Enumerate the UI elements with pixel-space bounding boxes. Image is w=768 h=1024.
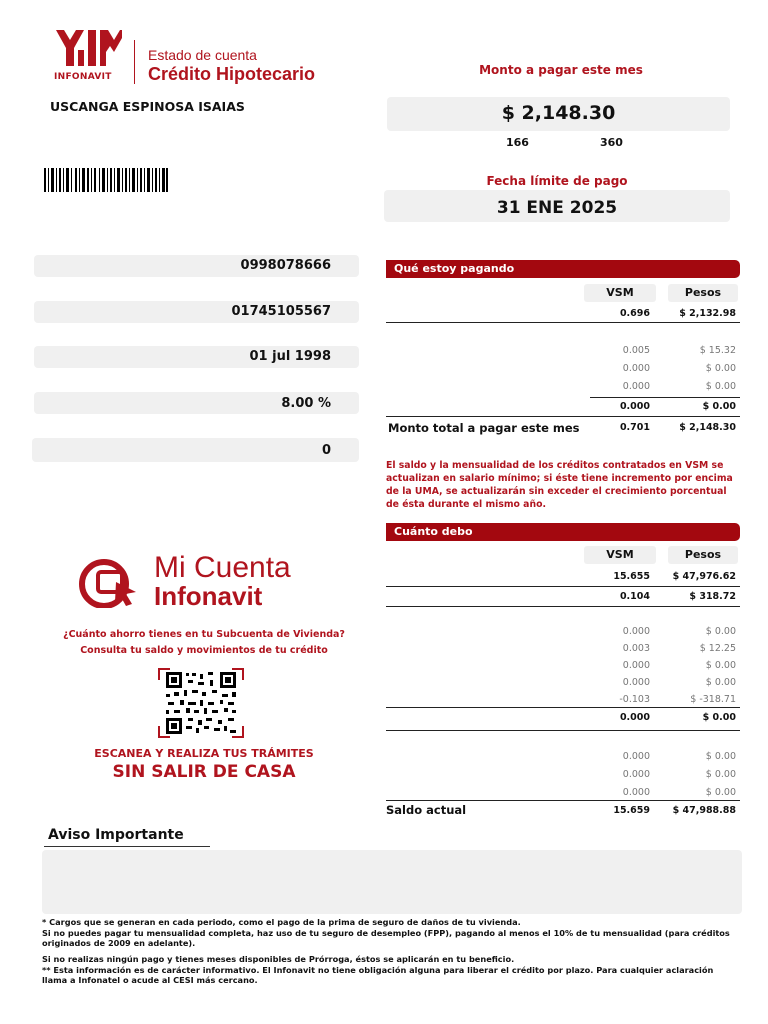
que-pagando-header: Qué estoy pagando [386, 260, 740, 278]
monto-sub-b: 360 [600, 136, 623, 149]
qp-grey-pesos-3: $ 0.00 [705, 381, 736, 392]
qp-grey-vsm-3: 0.000 [622, 381, 650, 392]
qp-grey-pesos-1: $ 15.32 [699, 345, 736, 356]
aviso-underline [44, 846, 210, 847]
footnote-4: ** Esta información es de carácter informativo. El Infonavit no tiene obligación alguna para liberar el crédito por plazo. Para cualquier aclaración llama a Infonatel o acude al CESI más cercano. [42, 965, 714, 985]
aviso-box [42, 850, 742, 914]
qr-frame [158, 668, 244, 738]
cd-divider-2 [386, 606, 740, 607]
qp-divider-1 [386, 322, 740, 323]
header-subtitle: Estado de cuenta [148, 47, 257, 63]
qp-subtotal-vsm: 0.000 [619, 401, 650, 412]
monto-amount: $ 2,148.30 [501, 102, 616, 124]
cuanto-debo-col-pesos: Pesos [668, 546, 738, 564]
header-divider [134, 40, 135, 84]
cd-grey-b-vsm-1: 0.000 [622, 751, 650, 762]
cd-grey-a-vsm-5: -0.103 [619, 694, 650, 705]
qr-code-icon[interactable] [158, 668, 244, 738]
customer-name: USCANGA ESPINOSA ISAIAS [50, 99, 245, 114]
promo-cta-1: ESCANEA Y REALIZA TUS TRÁMITES [94, 747, 314, 760]
field-value-3: 01 jul 1998 [249, 349, 331, 364]
mi-cuenta-logo-icon [78, 556, 146, 608]
que-pagando-col-pesos: Pesos [668, 284, 738, 302]
cd-divider-1 [386, 586, 740, 587]
promo-cta-2: SIN SALIR DE CASA [112, 762, 296, 782]
infonavit-logo-icon [54, 28, 122, 68]
cd-grey-a-pesos-3: $ 0.00 [705, 660, 736, 671]
barcode-graphic [44, 168, 168, 192]
promo-title-1: Mi Cuenta [154, 551, 291, 584]
saldo-label: Saldo actual [386, 803, 467, 817]
qp-subtotal-pesos: $ 0.00 [702, 401, 736, 412]
cd-subtotal-vsm: 0.000 [619, 712, 650, 723]
qp-total-vsm: 0.701 [619, 422, 650, 433]
cd-grey-a-pesos-4: $ 0.00 [705, 677, 736, 688]
cd-grey-a-vsm-3: 0.000 [622, 660, 650, 671]
field-value-1: 0998078666 [240, 258, 331, 273]
monto-label: Monto a pagar este mes [479, 63, 643, 77]
cd-grey-a-pesos-5: $ -318.71 [690, 694, 736, 705]
footnote-1: * Cargos que se generan en cada periodo, como el pago de la prima de seguro de daños de tu vivienda. [42, 917, 521, 927]
qp-row1-pesos: $ 2,132.98 [679, 308, 736, 319]
cd-grey-a-vsm-2: 0.003 [622, 643, 650, 654]
footnote-2: Si no puedes pagar tu mensualidad completa, haz uso de tu seguro de desempleo (FPP), pagando al menos el 10% de tu mensualidad (para créditos originados de 2009 en adelante). [42, 928, 730, 948]
header-title: Crédito Hipotecario [148, 64, 316, 84]
cd-grey-a-vsm-4: 0.000 [622, 677, 650, 688]
qp-grey-vsm-2: 0.000 [622, 363, 650, 374]
promo-line-1: ¿Cuánto ahorro tienes en tu Subcuenta de Vivienda? [63, 629, 345, 640]
cd-divider-5 [386, 800, 740, 801]
footnote-3: Si no realizas ningún pago y tienes meses disponibles de Prórroga, éstos se aplicarán en tu beneficio. [42, 954, 515, 964]
due-date-label: Fecha límite de pago [486, 174, 628, 188]
field-value-4: 8.00 % [281, 396, 331, 411]
cd-grey-a-vsm-1: 0.000 [622, 626, 650, 637]
cuanto-debo-header: Cuánto debo [386, 523, 740, 541]
cd-row1-pesos: $ 47,976.62 [672, 571, 736, 582]
promo-title-2: Infonavit [154, 581, 263, 611]
qp-divider-2 [590, 397, 740, 398]
saldo-pesos: $ 47,988.88 [672, 805, 736, 816]
infonavit-logo [54, 28, 126, 84]
promo-line-2: Consulta tu saldo y movimientos de tu crédito [80, 645, 328, 656]
vsm-notice: El saldo y la mensualidad de los créditos contratados en VSM se actualizan en salario mínimo; si éste tiene incremento por encima de la UMA, se actualizarán sin exceder el crecimiento porcentual de ésta durante el mismo año. [386, 460, 733, 510]
cd-grey-b-vsm-2: 0.000 [622, 769, 650, 780]
cd-grey-b-pesos-1: $ 0.00 [705, 751, 736, 762]
aviso-title: Aviso Importante [48, 827, 184, 843]
field-value-5: 0 [321, 443, 331, 458]
qp-grey-pesos-2: $ 0.00 [705, 363, 736, 374]
cd-grey-b-pesos-2: $ 0.00 [705, 769, 736, 780]
due-date: 31 ENE 2025 [496, 198, 618, 218]
cd-divider-3 [386, 707, 740, 708]
field-value-2: 01745105567 [231, 304, 331, 319]
cd-row1-vsm: 15.655 [613, 571, 650, 582]
cd-divider-4 [386, 730, 740, 731]
barcode [44, 168, 168, 192]
cd-grey-b-vsm-3: 0.000 [622, 787, 650, 798]
cd-subtotal-pesos: $ 0.00 [702, 712, 736, 723]
cd-row2-pesos: $ 318.72 [689, 591, 736, 602]
cuanto-debo-col-vsm: VSM [584, 546, 656, 564]
monto-sub-a: 166 [506, 136, 529, 149]
que-pagando-col-vsm: VSM [584, 284, 656, 302]
mi-cuenta-icon [78, 556, 146, 608]
qp-divider-3 [386, 416, 740, 417]
cd-grey-a-pesos-2: $ 12.25 [699, 643, 736, 654]
qp-total-pesos: $ 2,148.30 [679, 422, 736, 433]
qp-grey-vsm-1: 0.005 [622, 345, 650, 356]
saldo-vsm: 15.659 [613, 805, 650, 816]
logo-wordmark: INFONAVIT [54, 72, 112, 82]
qp-total-label: Monto total a pagar este mes [388, 421, 580, 435]
cd-row2-vsm: 0.104 [619, 591, 650, 602]
cd-grey-a-pesos-1: $ 0.00 [705, 626, 736, 637]
cd-grey-b-pesos-3: $ 0.00 [705, 787, 736, 798]
qp-row1-vsm: 0.696 [619, 308, 650, 319]
